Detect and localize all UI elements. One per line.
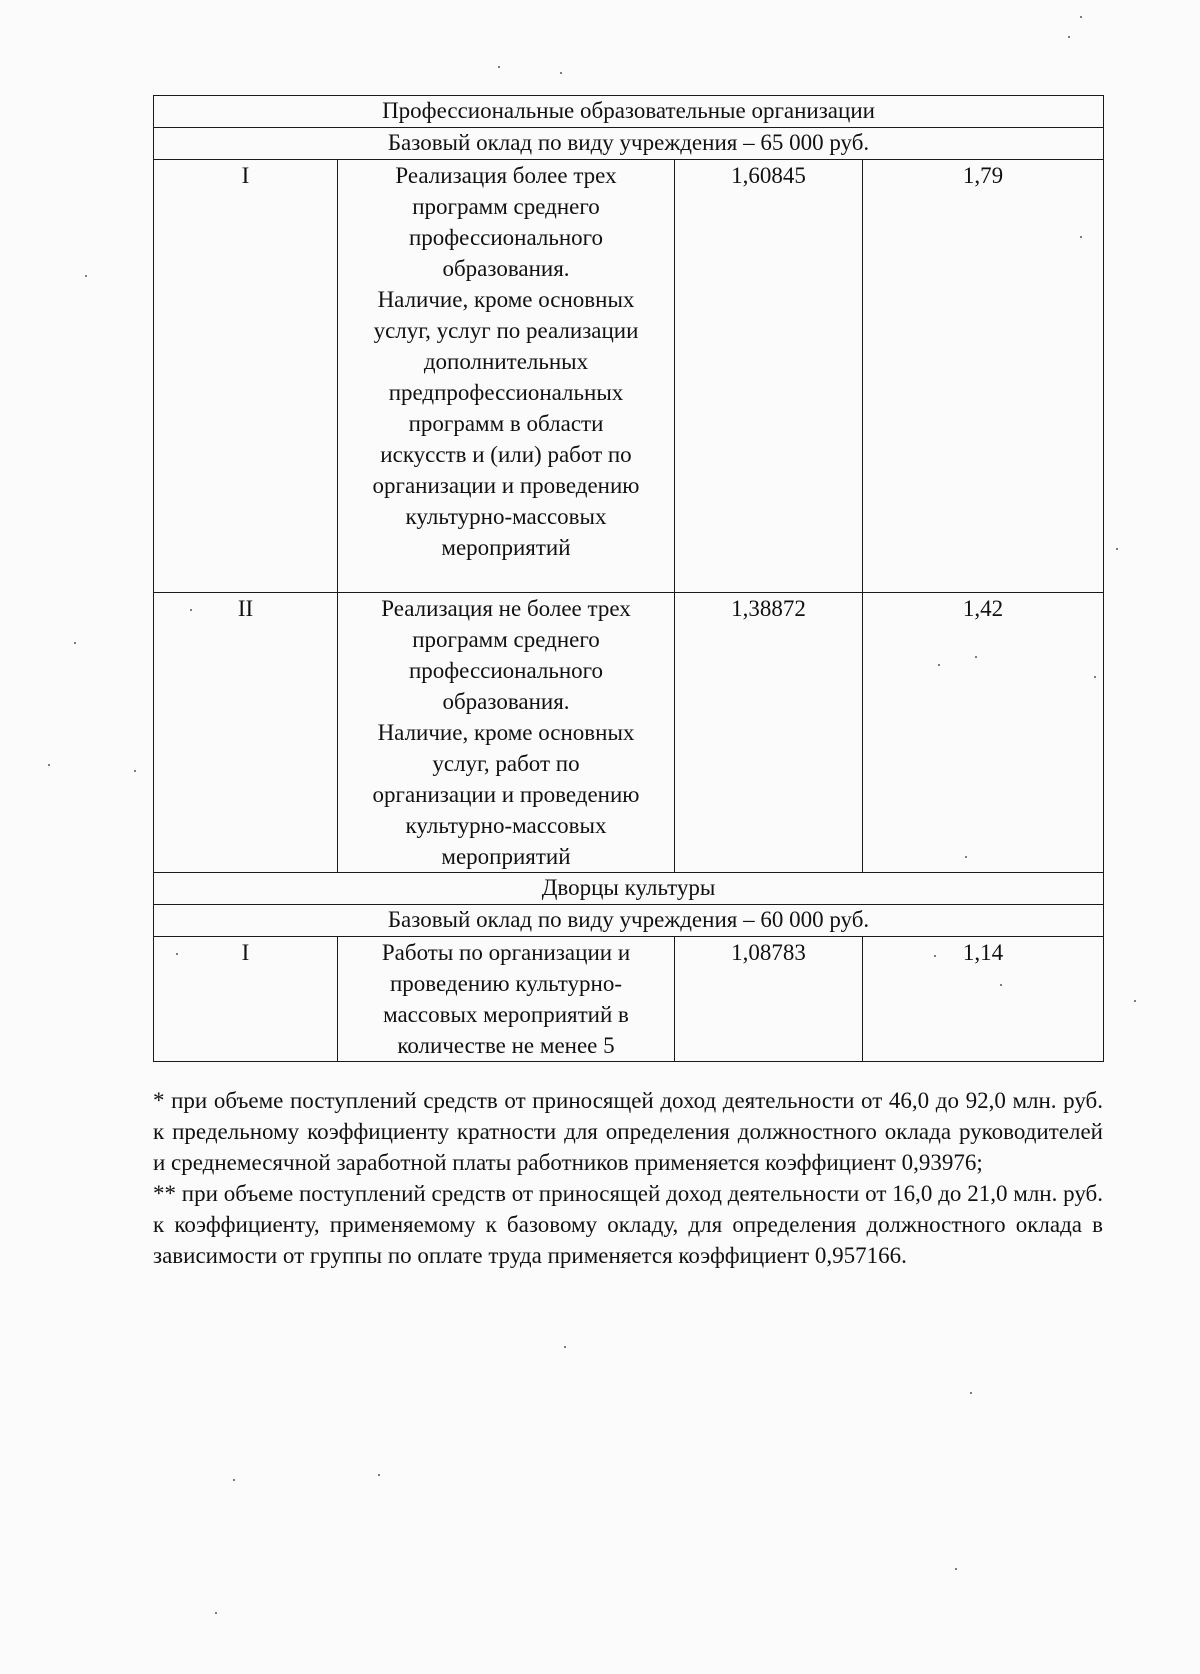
scan-speck	[965, 856, 967, 858]
scan-speck	[955, 1568, 957, 1570]
table-row	[154, 937, 1104, 1062]
description-line: культурно-массовых	[405, 813, 607, 838]
description-line: услуг, услуг по реализации	[373, 318, 639, 343]
group-cell: I	[154, 160, 338, 593]
description-cell	[338, 593, 675, 873]
section-title-row	[154, 96, 1104, 128]
description-line: предпрофессиональных	[388, 380, 624, 405]
description-line: образования.	[442, 256, 570, 281]
description-line: программ среднего	[412, 627, 600, 652]
scan-speck	[85, 275, 87, 277]
coefficient-cell: 1,14	[863, 937, 1104, 1062]
value-cell: 1,38872	[675, 593, 863, 873]
scan-speck	[564, 1346, 566, 1348]
footnotes	[153, 1085, 1103, 1271]
scan-speck	[1000, 984, 1002, 986]
scan-speck	[190, 609, 192, 611]
description-line: Реализация не более трех	[381, 596, 631, 621]
description-line: образования.	[442, 689, 570, 714]
base-salary-row	[154, 905, 1104, 937]
scan-speck	[48, 764, 50, 766]
scan-speck	[1094, 676, 1096, 678]
coefficient-cell: 1,79	[863, 160, 1104, 593]
description-line: культурно-массовых	[405, 504, 607, 529]
base-salary-row	[154, 128, 1104, 160]
description-line: проведению культурно-	[389, 971, 623, 996]
description-line: мероприятий	[441, 535, 571, 560]
group-cell: II	[154, 593, 338, 873]
value-cell: 1,08783	[675, 937, 863, 1062]
base-salary-prof-edu: Базовый оклад по виду учреждения – 65 000 руб.	[154, 128, 1104, 160]
table-row	[154, 160, 1104, 593]
scan-speck	[560, 72, 562, 74]
scan-speck	[134, 770, 136, 772]
description-line: искусств и (или) работ по	[380, 442, 632, 467]
salary-coefficients-table	[153, 95, 1104, 1062]
scan-speck	[498, 66, 500, 68]
description-line: Наличие, кроме основных	[377, 287, 635, 312]
scan-speck	[1116, 548, 1118, 550]
scan-speck	[975, 656, 977, 658]
scan-speck	[1080, 236, 1082, 238]
base-salary-palaces: Базовый оклад по виду учреждения – 60 000 руб.	[154, 905, 1104, 937]
scan-speck	[934, 955, 936, 957]
scan-speck	[938, 664, 940, 666]
scan-speck	[378, 1474, 380, 1476]
section-title-palaces: Дворцы культуры	[154, 873, 1104, 905]
coefficient-cell: 1,42	[863, 593, 1104, 873]
description-line: количестве не менее 5	[397, 1033, 615, 1058]
description-cell	[338, 937, 675, 1062]
scan-speck	[1068, 36, 1070, 38]
description-line: дополнительных	[423, 349, 589, 374]
scan-speck	[970, 1392, 972, 1394]
description-line: профессионального	[408, 658, 604, 683]
table-row	[154, 593, 1104, 873]
scan-speck	[233, 1479, 235, 1481]
description-line: Реализация более трех	[395, 163, 617, 188]
description-line: профессионального	[408, 225, 604, 250]
description-line: мероприятий	[441, 844, 571, 869]
value-cell: 1,60845	[675, 160, 863, 593]
description-line: массовых мероприятий в	[383, 1002, 629, 1027]
scan-speck	[1134, 1000, 1136, 1002]
description-line: организации и проведению	[372, 473, 640, 498]
section-title-prof-edu: Профессиональные образовательные организации	[154, 96, 1104, 128]
scan-speck	[74, 642, 76, 644]
description-line: Наличие, кроме основных	[377, 720, 635, 745]
scan-speck	[176, 953, 178, 955]
section-title-row	[154, 873, 1104, 905]
footnote-1: * при объеме поступлений средств от приносящей доход деятельности от 46,0 до 92,0 млн. руб. к предельному коэффициенту кратности для определения должностного оклада руководителей и среднемесячной заработной платы работников применяется коэффициент 0,93976;	[153, 1088, 1103, 1175]
description-line: программ в области	[408, 411, 604, 436]
scan-speck	[215, 1612, 217, 1614]
scan-speck	[1080, 16, 1082, 18]
description-line: организации и проведению	[372, 782, 640, 807]
description-line: услуг, работ по	[432, 751, 580, 776]
footnote-2: ** при объеме поступлений средств от приносящей доход деятельности от 16,0 до 21,0 млн. руб. к коэффициенту, применяемому к базовому окладу, для определения должностного оклада в зависимости от группы по оплате труда применяется коэффициент 0,957166.	[153, 1181, 1103, 1268]
description-cell	[338, 160, 675, 593]
description-line: программ среднего	[412, 194, 600, 219]
description-line: Работы по организации и	[381, 940, 631, 965]
group-cell: I	[154, 937, 338, 1062]
